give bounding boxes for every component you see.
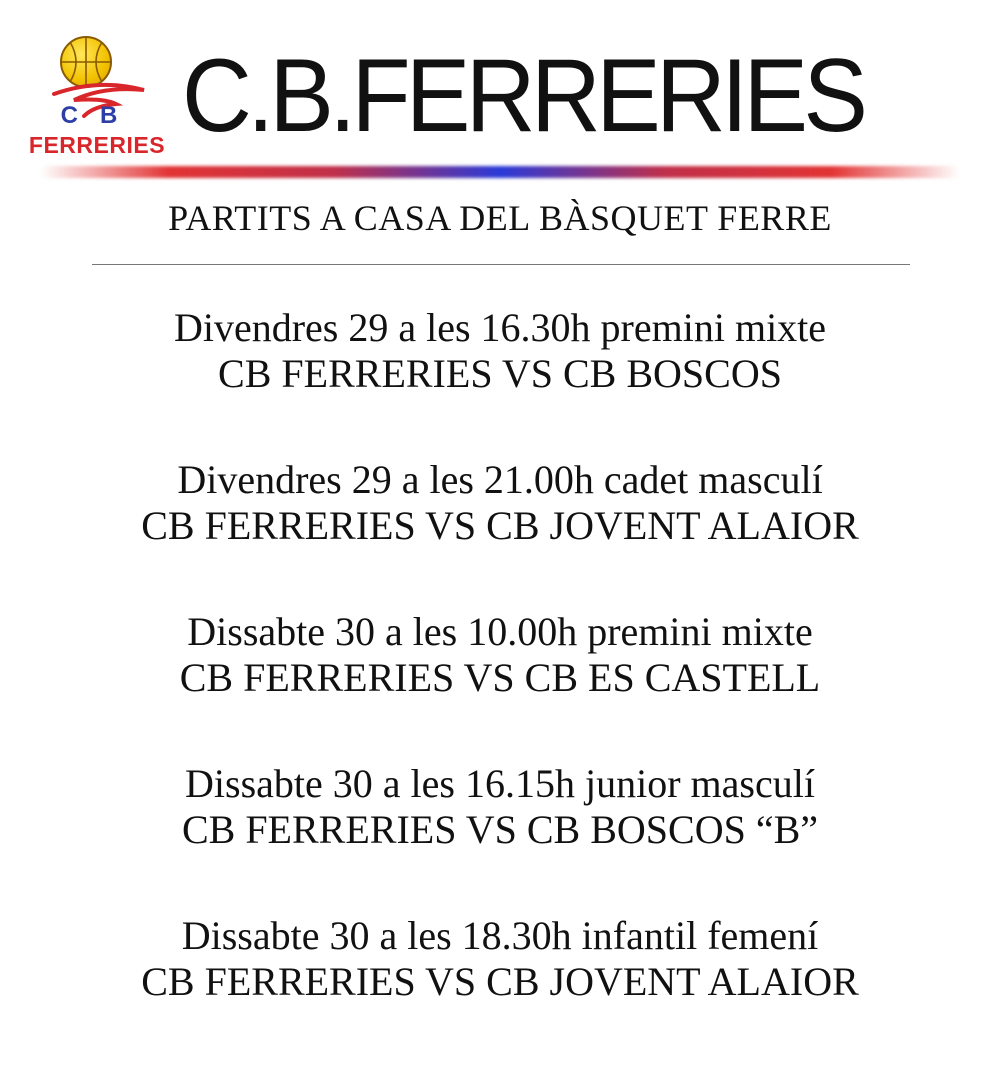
logo-initial-c: C	[60, 102, 100, 129]
match-when: Dissabte 30 a les 10.00h premini mixte	[187, 609, 813, 654]
match-list	[0, 305, 1000, 1065]
match-when: Divendres 29 a les 16.30h premini mixte	[173, 305, 827, 350]
match-when: Dissabte 30 a les 16.15h junior masculí	[185, 761, 815, 806]
match-item	[0, 609, 1000, 761]
club-logo	[22, 36, 172, 164]
logo-initials	[50, 102, 150, 130]
match-teams: CB FERRERIES VS CB BOSCOS	[218, 351, 782, 396]
header	[0, 0, 1000, 185]
club-name: C.B.FERRERIES	[182, 38, 864, 154]
match-item	[0, 761, 1000, 913]
match-when: Dissabte 30 a les 18.30h infantil femení	[181, 913, 819, 958]
match-item	[0, 305, 1000, 457]
match-teams: CB FERRERIES VS CB ES CASTELL	[179, 655, 821, 700]
match-when: Divendres 29 a les 21.00h cadet masculí	[177, 457, 823, 502]
match-teams: CB FERRERIES VS CB JOVENT ALAIOR	[141, 503, 859, 548]
color-bar	[40, 166, 960, 178]
logo-wordmark: FERRERIES	[28, 132, 166, 158]
page-subtitle: PARTITS A CASA DEL BÀSQUET FERRE	[168, 198, 832, 238]
match-item	[0, 913, 1000, 1065]
divider	[92, 264, 910, 265]
match-teams: CB FERRERIES VS CB JOVENT ALAIOR	[141, 959, 859, 1004]
logo-initial-b: B	[100, 102, 140, 129]
match-teams: CB FERRERIES VS CB BOSCOS “B”	[181, 807, 819, 852]
match-item	[0, 457, 1000, 609]
